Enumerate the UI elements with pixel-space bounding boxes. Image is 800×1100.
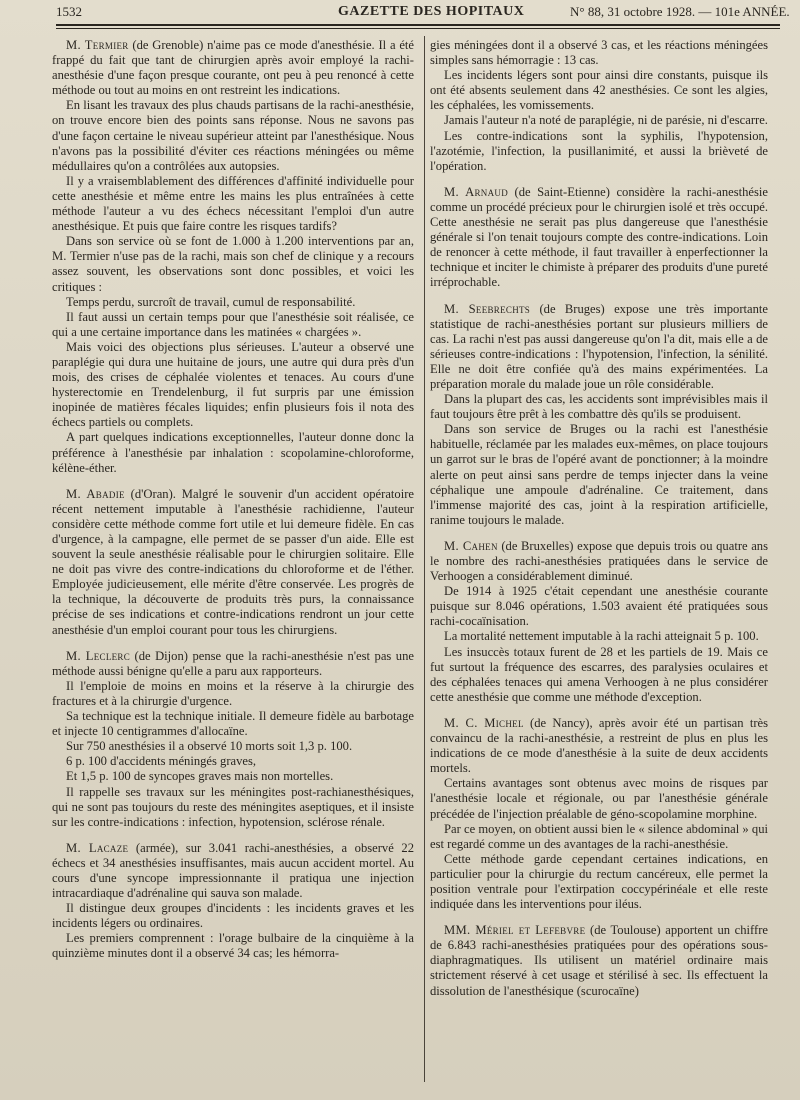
paragraph [52, 295, 414, 310]
paragraph-text: Il distingue deux groupes d'incidents : les incidents graves et les incidents légers ou ordinaires. [52, 901, 414, 931]
issue-info: N° 88, 31 octobre 1928. — 101e ANNÉE. [570, 4, 790, 19]
paragraph [430, 392, 768, 422]
author-name: M. C. Michel [444, 715, 524, 730]
paragraph [52, 649, 414, 679]
paragraph-text: Dans son service où se font de 1.000 à 1.200 interventions par an, M. Termier n'use pas de la rachi, mais son chef de clinique y a recours assez souvent, les observations sont donc possibles, et voici les critiques : [52, 234, 414, 294]
paragraph [52, 98, 414, 173]
paragraph [430, 822, 768, 852]
paragraph [52, 430, 414, 475]
column-divider [424, 36, 425, 1082]
author-name: M. Abadie [66, 486, 125, 501]
paragraph-text: (de Bruxelles) expose que depuis trois ou quatre ans le nombre des rachi-anesthésies pratiquées dans le service de Verhoogen a considérablement diminué. [430, 538, 768, 584]
paragraph-text: Jamais l'auteur n'a noté de paraplégie, ni de parésie, ni d'escarre. [444, 113, 768, 128]
paragraph-text: gies méningées dont il a observé 3 cas, et les réactions méningées simples sans hémorragie : 13 cas. [430, 38, 768, 68]
paragraph [52, 841, 414, 901]
paragraph [52, 234, 414, 294]
paragraph [430, 185, 768, 291]
paragraph [430, 716, 768, 776]
paragraph [430, 422, 768, 528]
paragraph [52, 754, 414, 769]
paragraph-text: (de Dijon) pense que la rachi-anesthésie n'est pas une méthode aussi bénigne qu'elle a paru aux rapporteurs. [52, 648, 414, 678]
paragraph-text: Sa technique est la technique initiale. Il demeure fidèle au barbotage et injecte 10 centigrammes d'allocaïne. [52, 709, 414, 739]
paragraph-text: En lisant les travaux des plus chauds partisans de la rachi-anesthésie, on trouve encore bien des points sans réponse. Nous ne savons pas d'une façon certaine le niveau supérieur atteint par l'anesthésique. Nous n'avons pas la possibilité d'éviter ces réactions méningées ou même médullaires qu'on a contrôlées aux autopsies. [52, 98, 414, 173]
paragraph-text: (de Bruges) expose une très importante statistique de rachi-anesthésies portant sur plusieurs milliers de cas. La rachi n'est pas aussi dangereuse qu'on l'a dit, mais elle a de sérieuses contre-indications : l'hypotension, l'infection, la sénilité. Elle ne doit être confiée qu'à des mains expérimentées. La préparation morale du malade joue un rôle considérable. [430, 301, 768, 391]
paragraph-text: Les incidents légers sont pour ainsi dire constants, puisque ils ont été absents seulement dans 42 anesthésies. Ce sont les algies, les céphalées, les vomissements. [430, 68, 768, 113]
paragraph-text: Les contre-indications sont la syphilis, l'hypotension, l'azotémie, l'infection, la pusillanimité, et aussi la brièveté de l'opération. [430, 128, 768, 173]
paragraph-text: Il rappelle ses travaux sur les méningites post-rachianesthésiques, qui ne sont pas toujours du reste des méningites aseptiques, et il insiste sur les contre-indications : infection, hypotension, sclérose rénale. [52, 784, 414, 829]
paragraph [52, 38, 414, 98]
paragraph [430, 113, 768, 128]
paragraph [52, 901, 414, 931]
header-rule-thin [56, 28, 780, 29]
paragraph-text: Mais voici des objections plus sérieuses. L'auteur a observé une paraplégie qui dura une huitaine de jours, une autre qui dura près d'un mois, des crises de céphalée violentes et tenaces. Au cours d'une hysterectomie en Trendelenburg, il fut surpris par une émission inopinée de matières fécales liquides; enfin plusieurs fois il nota des échecs partiels ou complets. [52, 339, 414, 430]
author-name: M. Lacaze [66, 840, 129, 855]
paragraph-text: La mortalité nettement imputable à la rachi atteignait 5 p. 100. [444, 629, 759, 644]
author-name: M. Seebrechts [444, 301, 531, 316]
paragraph-text: (de Nancy), après avoir été un partisan très convaincu de la rachi-anesthésie, a restreint de plus en plus les indications de ce mode d'anesthésie à la suite de deux accidents mortels. [430, 715, 769, 776]
paragraph [430, 539, 768, 584]
paragraph [52, 340, 414, 431]
paragraph [430, 776, 768, 821]
paragraph-text: Il l'emploie de moins en moins et la réserve à la chirurgie des fractures et à la chirurgie d'urgence. [52, 678, 414, 708]
paragraph-text: 6 p. 100 d'accidents méningés graves, [66, 754, 257, 769]
paragraph [52, 310, 414, 340]
page-header [56, 4, 790, 26]
paragraph-text: Dans la plupart des cas, les accidents sont imprévisibles mais il faut toujours être prêt à les combattre dès qu'ils se produisent. [430, 392, 768, 422]
header-rule-thick [56, 24, 780, 26]
paragraph-text: (de Saint-Etienne) considère la rachi-anesthésie comme un procédé précieux pour le chirurgien isolé et très occupé. Cette anesthésie ne serait pas plus dangereuse que l'anesthésie générale si l'on tenait toujours compte des contre-indications. Loin de renoncer à cette méthode, il faut travailler à enperfectionner la technique et inciter le chimiste à préparer des produits d'une pureté irréprochable. [430, 184, 768, 290]
paragraph-text: A part quelques indications exceptionnelles, l'auteur donne donc la préférence à l'anesthésie par inhalation : scopolamine-chloroforme, kélène-éther. [52, 430, 414, 475]
paragraph-text: (d'Oran). Malgré le souvenir d'un accident opératoire récent nettement imputable à l'anesthésie rachidienne, l'auteur considère cette méthode comme fort utile et lui demeure fidèle. En cas d'urgence, à la campagne, elle permet de se passer d'un aide. Elle est souvent la seule anesthésie réalisable pour le chirurgien solitaire. Elle ne doit pas vivre des contre-indications du chloroforme et de l'éther. Employée judicieusement, elle mérite d'être conservée. Les progrès de la technique, la découverte de produits très purs, la connaissance précise de ses indications et contre-indications rendront un jour cette anesthésie d'un emploi courant pour tous les chirurgiens. [52, 486, 414, 637]
paragraph [52, 931, 414, 961]
paragraph [430, 38, 768, 68]
paragraph [430, 852, 768, 912]
journal-title: GAZETTE DES HOPITAUX [338, 4, 525, 19]
paragraph [52, 679, 414, 709]
paragraph [52, 174, 414, 234]
paragraph-text: Il y a vraisemblablement des différences d'affinité individuelle pour cette anesthésie et même entre les mains les plus entraînées à cette méthode l'auteur a vu des échecs nécessitant l'emploi d'un autre anesthésique. Et puis que faire contre les risques tardifs? [52, 173, 414, 234]
paragraph-text: Sur 750 anesthésies il a observé 10 morts soit 1,3 p. 100. [66, 739, 353, 754]
paragraph [430, 584, 768, 629]
author-name: M. Arnaud [444, 184, 508, 199]
paragraph-text: Dans son service de Bruges ou la rachi est l'anesthésie habituelle, réclamée par les malades eux-mêmes, on place toujours un garrot sur le bras de l'opéré avant de ponctionner; à la moindre alerte on peut ainsi sans perdre de temps injecter dans la veine céphalique une ampoule d'adrénaline. Ce traitement, dans l'immense majorité des cas, joint à la respiration artificielle, ranime toujours le malade. [430, 422, 768, 527]
paragraph-text: (armée), sur 3.041 rachi-anesthésies, a observé 22 échecs et 34 anesthésies insuffisantes, mais aucun accident mortel. Au cours d'une syncope impressionnante il pratiqua une injection intracardiaque d'adrénaline qui sauva son malade. [52, 840, 414, 901]
paragraph [52, 487, 414, 638]
author-name: M. Termier [66, 38, 129, 52]
paragraph-text: Et 1,5 p. 100 de syncopes graves mais non mortelles. [66, 769, 334, 784]
paragraph-text: (de Toulouse) apportent un chiffre de 6.843 rachi-anesthésies pratiquées pour des opérations sous-diaphragmatiques. Ils utilisent un matériel ordinaire mais strictement réservé à cet usage et stérilisé à sec. Ils effectuent la dissolution de l'anesthésique (scurocaïne) [430, 923, 768, 998]
paragraph-text: Les premiers comprennent : l'orage bulbaire de la cinquième à la quinzième minutes dont il a observé 34 cas; les hémorra- [52, 931, 414, 961]
author-name: MM. Mériel et Lefebvre [444, 923, 586, 938]
paragraph [52, 739, 414, 754]
paragraph-text: De 1914 à 1925 c'était cependant une anesthésie courante puisque sur 8.046 opérations, 1.503 avaient été pratiquées sous rachi-cocaïnisation. [430, 584, 768, 629]
left-column [52, 38, 414, 962]
author-name: M. Leclerc [66, 648, 131, 663]
paragraph [52, 709, 414, 739]
paragraph [430, 923, 768, 998]
paragraph-text: (de Grenoble) n'aime pas ce mode d'anesthésie. Il a été frappé du fait que tant de chirurgien après avoir employé la rachi-anesthésie d'une façon presque courante, ont peu à peu renoncé à cette méthode ou tout au moins en ont restreint les indications. [52, 38, 415, 98]
paragraph [430, 68, 768, 113]
paragraph [430, 129, 768, 174]
paragraph [430, 629, 768, 644]
paragraph [52, 769, 414, 784]
paragraph-text: Certains avantages sont obtenus avec moins de risques par l'anesthésie locale et régionale, ou par l'anesthésie générale précédée de l'injection préalable de géno-scopolamine morphine. [430, 776, 768, 821]
right-column [430, 38, 768, 999]
paragraph-text: Les insuccès totaux furent de 28 et les partiels de 19. Mais ce fut surtout la fréquence des escarres, des paralysies oculaires et des céphalées tenaces qui amena Verhoogen à ne plus considérer cette anesthésie que comme une méthode d'exception. [430, 644, 768, 704]
author-name: M. Cahen [444, 538, 498, 553]
paragraph-text: Cette méthode garde cependant certaines indications, en particulier pour la chirurgie du rectum cancéreux, elle permet la position ventrale pour l'extirpation coccypérinéale et elle reste indiquée dans les interventions pour iléus. [430, 851, 768, 912]
paragraph-text: Temps perdu, surcroît de travail, cumul de responsabilité. [66, 294, 356, 309]
page-number: 1532 [56, 4, 82, 19]
paragraph [52, 785, 414, 830]
paragraph [430, 302, 768, 393]
paragraph-text: Par ce moyen, on obtient aussi bien le « silence abdominal » qui est regardé comme un des avantages de la rachi-anesthésie. [430, 821, 768, 851]
paragraph [430, 645, 768, 705]
paragraph-text: Il faut aussi un certain temps pour que l'anesthésie soit réalisée, ce qui a une certaine importance dans les matinées « chargées ». [52, 309, 414, 339]
